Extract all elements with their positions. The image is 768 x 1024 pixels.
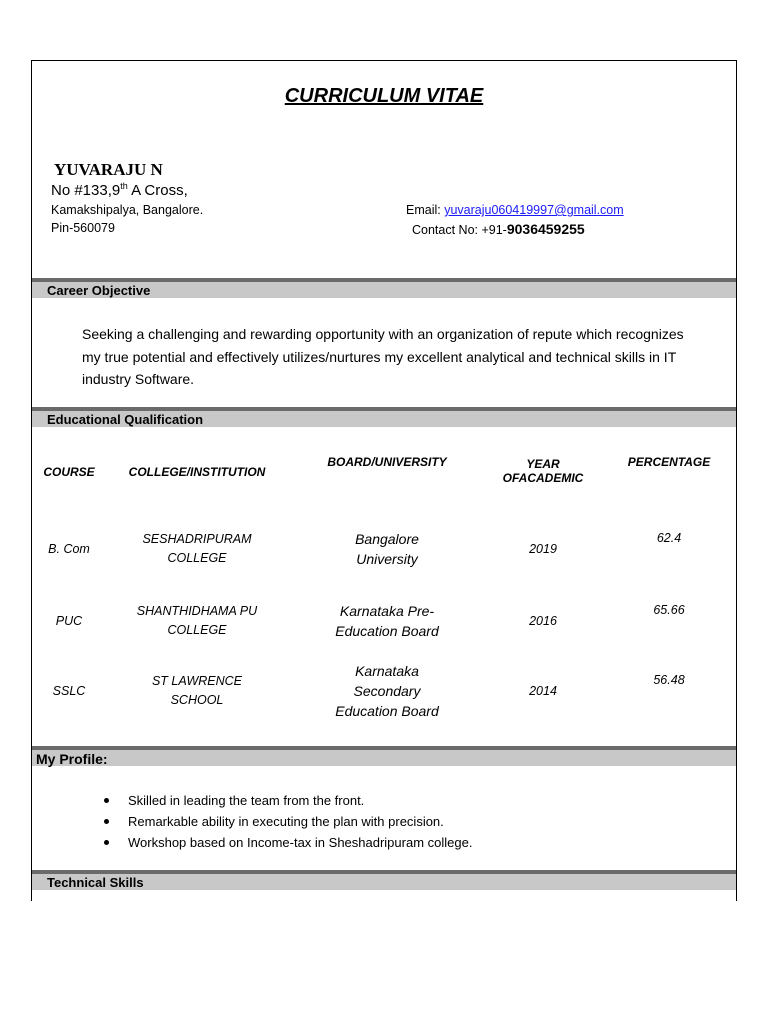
profile-list xyxy=(104,790,472,853)
table-header-course: COURSE xyxy=(43,465,95,479)
table-cell-percentage: 56.48 xyxy=(653,673,685,687)
table-header-percentage: PERCENTAGE xyxy=(627,455,711,469)
bullet-icon xyxy=(104,840,109,845)
table-cell-percentage: 62.4 xyxy=(656,531,682,545)
section-header-technical-skills: Technical Skills xyxy=(32,870,736,890)
table-cell-course: PUC xyxy=(55,613,83,628)
pin-code: Pin-560079 xyxy=(51,221,115,235)
table-cell-percentage: 65.66 xyxy=(653,603,685,617)
table-cell-college: SESHADRIPURAM COLLEGE xyxy=(142,532,252,565)
address-line-1: No #133,9th A Cross, xyxy=(51,181,188,199)
section-header-profile: My Profile: xyxy=(32,746,736,766)
table-cell-course: SSLC xyxy=(52,683,86,698)
list-item xyxy=(104,790,472,811)
bullet-icon xyxy=(104,819,109,824)
list-item-text: Workshop based on Income-tax in Sheshadripuram college. xyxy=(128,835,473,850)
email: Email: yuvaraju060419997@gmail.com xyxy=(406,203,624,217)
contact-number: Contact No: +91-9036459255 xyxy=(412,221,585,237)
page-title: CURRICULUM VITAE xyxy=(284,85,484,107)
table-cell-college: SHANTHIDHAMA PU COLLEGE xyxy=(136,604,258,637)
bullet-icon xyxy=(104,798,109,803)
table-header-college-institution: COLLEGE/INSTITUTION xyxy=(128,465,266,479)
table-cell-college: ST LAWRENCE SCHOOL xyxy=(151,674,243,707)
table-cell-board: Bangalore University xyxy=(355,531,419,567)
candidate-name: YUVARAJU N xyxy=(54,160,163,179)
table-cell-board: Karnataka Secondary Education Board xyxy=(335,663,439,719)
list-item-text: Remarkable ability in executing the plan with precision. xyxy=(128,814,444,829)
table-cell-course: B. Com xyxy=(48,541,90,556)
section-header-education: Educational Qualification xyxy=(32,407,736,427)
email-link[interactable]: yuvaraju060419997@gmail.com xyxy=(444,203,624,217)
table-header-board-university: BOARD/UNIVERSITY xyxy=(327,455,447,469)
career-objective-text: Seeking a challenging and rewarding opportunity with an organization of repute which recognizes my true potential and effectively utilizes/nurtures my excellent analytical and technical skills in IT industry Software. xyxy=(82,326,684,387)
section-header-career-objective: Career Objective xyxy=(32,278,736,298)
table-cell-board: Karnataka Pre- Education Board xyxy=(335,603,439,639)
list-item-text: Skilled in leading the team from the front. xyxy=(128,793,365,808)
table-cell-year: 2014 xyxy=(529,683,557,698)
table-header-year-of-academic: YEAR OFACADEMIC xyxy=(502,457,584,485)
address-line-2: Kamakshipalya, Bangalore. xyxy=(51,203,204,217)
table-cell-year: 2016 xyxy=(529,613,557,628)
list-item xyxy=(104,811,472,832)
list-item xyxy=(104,832,472,853)
table-cell-year: 2019 xyxy=(529,541,557,556)
